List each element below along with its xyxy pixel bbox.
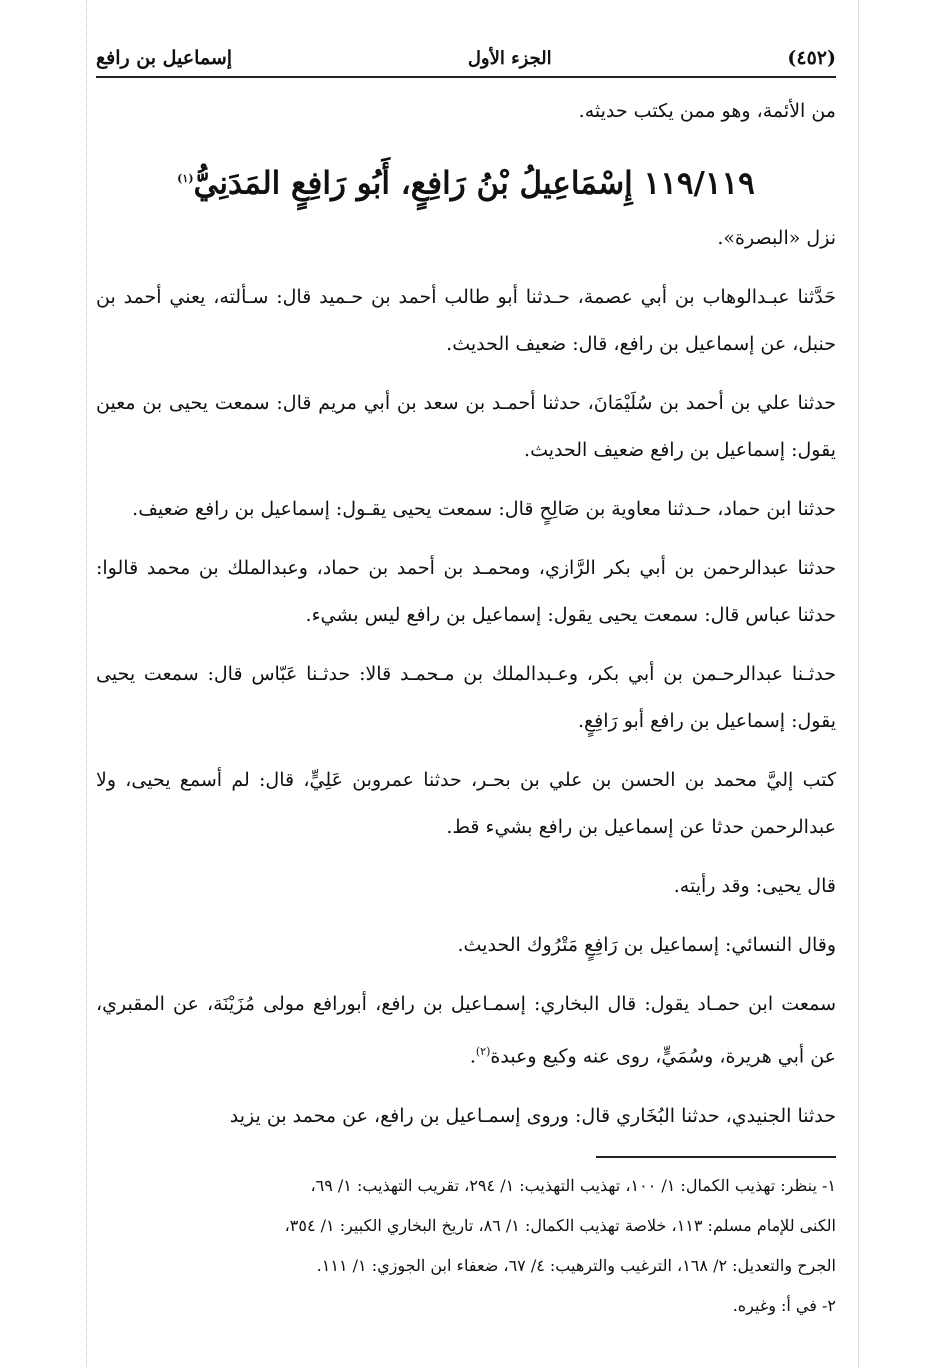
footnote-line: الكنى للإمام مسلم: ١١٣، خلاصة تهذيب الكمال: ١/ ٨٦، تاريخ البخاري الكبير: ١/ ٣٥٤، (284, 1215, 836, 1235)
paragraph: حدثنا علي بن أحمد بن سُلَيْمَانَ، حدثنا أحمـد بن سعد بن أبي مريم قال: سمعت يحيى بن معين يقول: إسماعيل بن رافع ضعيف الحديث. (96, 392, 836, 462)
page-number: (٤٥٢) (787, 47, 836, 69)
volume-title: الجزء الأول (467, 47, 552, 69)
footnote-line: الجرح والتعديل: ٢/ ١٦٨، الترغيب والترهيب: ٤/ ٦٧، ضعفاء ابن الجوزي: ١/ ١١١. (316, 1255, 836, 1275)
footnote-marker: (٢) (475, 1045, 491, 1059)
footnote-line: ١- ينظر: تهذيب الكمال: ١/ ١٠٠، تهذيب التهذيب: ١/ ٢٩٤، تقريب التهذيب: ١/ ٦٩، (310, 1175, 836, 1195)
margin-guide-right (858, 0, 859, 1367)
paragraph: كتب إليَّ محمد بن الحسن بن علي بن بحـر، حدثنا عمروبن عَلِيٍّ، قال: لم أسمع يحيى، ولا عبدالرحمن حدثا عن إسماعيل بن رافع بشيء قط. (96, 769, 836, 839)
chapter-title: إسماعيل بن رافع (96, 47, 233, 69)
paragraph-text: سمعت ابن حمـاد يقول: قال البخاري: إسمـاعيل بن رافع، أبورافع مولى مُزَيْنَة، عن المقبري، عن أبي هريرة، وسُمَيٍّ، روى عنه وكيع وعبدة (96, 993, 836, 1068)
sentence-end: . (469, 1045, 476, 1068)
main-text (96, 88, 836, 1140)
paragraph: حدثنا عبدالرحمن بن أبي بكر الرَّازي، ومحمـد بن أحمد بن حماد، وعبدالملك بن محمد قالوا: حدثنا عباس قال: سمعت يحيى يقول: إسماعيل بن رافع ليس بشيء. (96, 557, 836, 627)
running-header (96, 40, 836, 78)
book-page (96, 40, 836, 1326)
footnotes (96, 1166, 836, 1326)
footnote-divider (596, 1156, 836, 1158)
paragraph: حدثنا ابن حماد، حـدثنا معاوية بن صَالِحٍ قال: سمعت يحيى يقـول: إسماعيل بن رافع ضعيف. (132, 498, 836, 521)
paragraph: حدثـنا عبدالرحـمن بن أبي بكر، وعـبدالملك بن مـحمـد قالا: حدثـنا عَبّاس قال: سمعت يحيى يقول: إسماعيل بن رافع أبو رَافِعٍ. (96, 663, 836, 733)
entry-title-text: ١١٩/١١٩ إِسْمَاعِيلُ بْنُ رَافِعٍ، أَبُو رَافِعٍ المَدَنِيُّ (193, 165, 755, 202)
paragraph: قال يحيى: وقد رأيته. (673, 875, 836, 898)
paragraph (96, 981, 836, 1080)
footnote-line: ٢- في أ: وغيره. (732, 1295, 836, 1315)
footnote-marker: (١) (177, 172, 194, 185)
entry-title (96, 147, 836, 215)
paragraph: حدثنا الجنيدي، حدثنا البُخَاري قال: وروى إسمـاعيل بن رافع، عن محمد بن يزيد (229, 1104, 836, 1127)
paragraph: حَدَّثنا عبـدالوهاب بن أبي عصمة، حـدثنا أبو طالب أحمد بن حـميد قال: سـألته، يعني أحمد بن حنبل، عن إسماعيل بن رافع، قال: ضعيف الحديث. (96, 286, 836, 356)
paragraph: نزل «البصرة». (717, 227, 836, 250)
paragraph: وقال النسائي: إسماعيل بن رَافِعٍ مَتْرُوك الحديث. (457, 934, 836, 957)
paragraph: من الأئمة، وهو ممن يكتب حديثه. (578, 100, 836, 122)
margin-guide-left (86, 0, 87, 1367)
